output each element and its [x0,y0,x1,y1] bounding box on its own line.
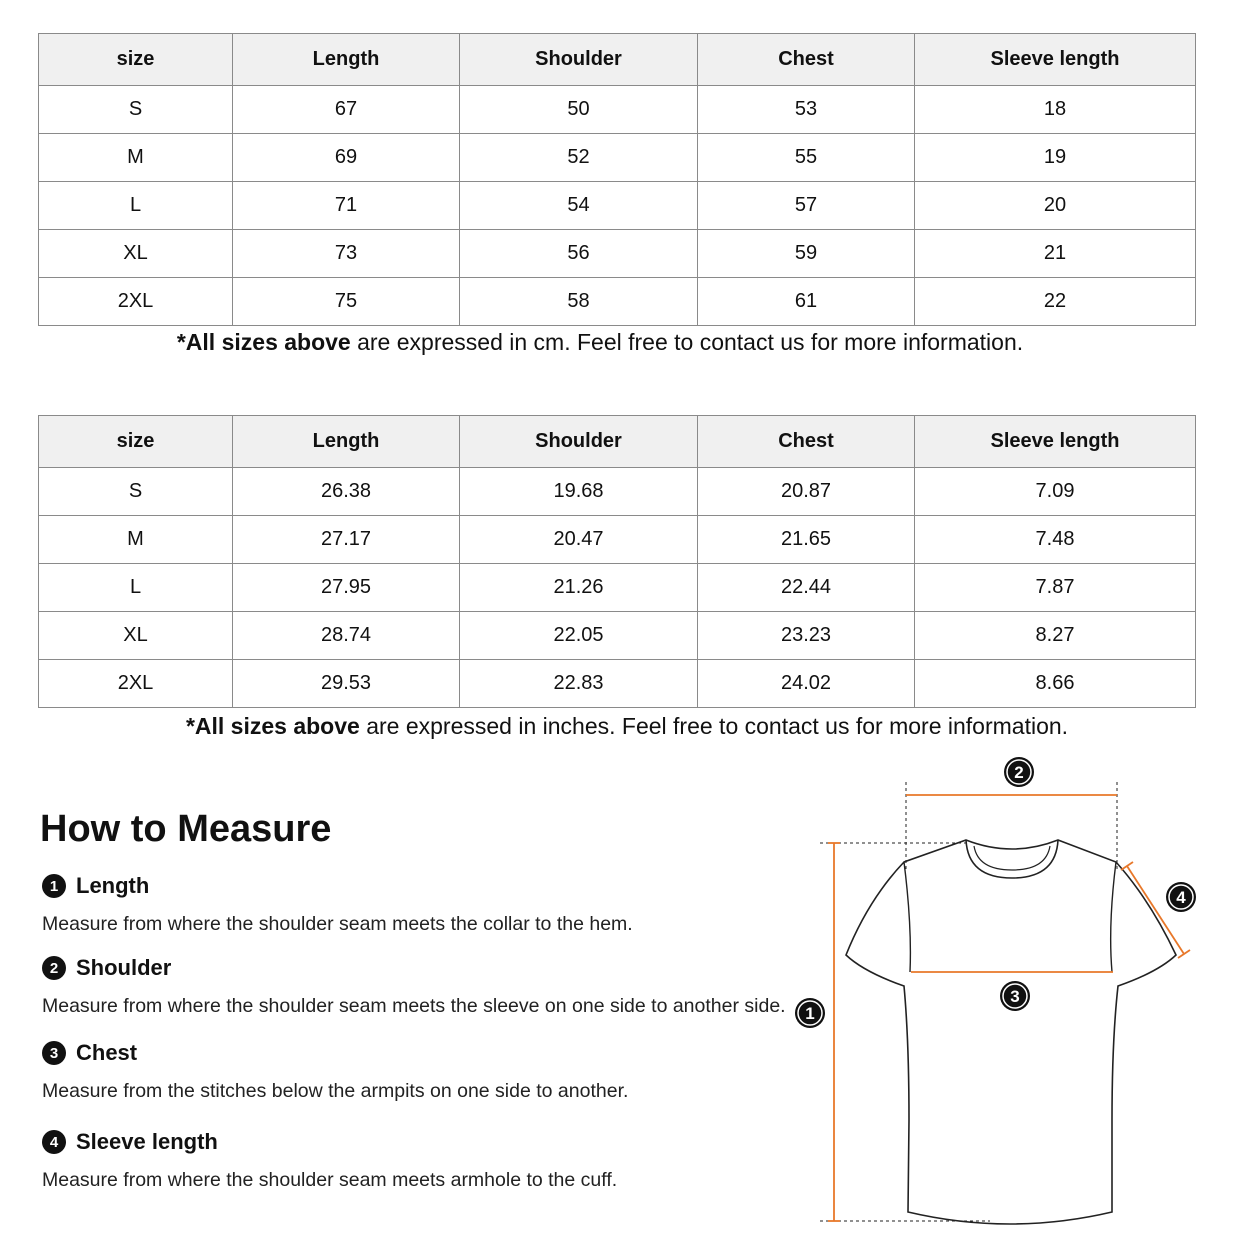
marker-4-label: 4 [1176,888,1186,907]
header-shoulder: Shoulder [460,34,698,86]
cell-size: L [39,182,233,230]
table-row [39,468,1196,516]
number-badge: 4 [42,1130,66,1154]
header-length: Length [233,34,460,86]
note-text: are expressed in cm. Feel free to contact us for more information. [350,329,1024,355]
cell-sleeve-length: 18 [915,86,1196,134]
table-row [39,564,1196,612]
cell-chest: 53 [698,86,915,134]
cell-sleeve-length: 21 [915,230,1196,278]
cell-shoulder: 22.05 [460,612,698,660]
item-description: Measure from where the shoulder seam meets armhole to the cuff. [42,1169,618,1191]
cell-length: 73 [233,230,460,278]
cell-length: 29.53 [233,660,460,708]
measure-item-chest [42,1040,628,1103]
header-chest: Chest [698,416,915,468]
item-description: Measure from where the shoulder seam meets the sleeve on one side to another side. [42,995,786,1017]
cell-shoulder: 21.26 [460,564,698,612]
table-row [39,230,1196,278]
cell-shoulder: 19.68 [460,468,698,516]
marker-3-icon [1000,981,1030,1011]
cell-size: M [39,516,233,564]
measure-item-sleeve-length [42,1129,617,1192]
cell-chest: 23.23 [698,612,915,660]
units-note-cm [0,329,1227,356]
tshirt-diagram [790,755,1210,1235]
cell-sleeve-length: 7.87 [915,564,1196,612]
cell-chest: 61 [698,278,915,326]
cell-length: 27.95 [233,564,460,612]
item-label: Sleeve length [76,1129,218,1154]
cell-sleeve-length: 7.09 [915,468,1196,516]
cell-shoulder: 54 [460,182,698,230]
number-badge: 2 [42,956,66,980]
cell-sleeve-length: 22 [915,278,1196,326]
cell-length: 26.38 [233,468,460,516]
cell-sleeve-length: 7.48 [915,516,1196,564]
units-note-inches [0,713,1254,740]
table-row [39,516,1196,564]
measure-item-shoulder [42,955,786,1018]
cell-shoulder: 22.83 [460,660,698,708]
header-length: Length [233,416,460,468]
cell-chest: 59 [698,230,915,278]
cell-length: 75 [233,278,460,326]
cell-chest: 24.02 [698,660,915,708]
table-row [39,182,1196,230]
cell-size: XL [39,612,233,660]
item-label: Chest [76,1040,138,1065]
cell-size: S [39,468,233,516]
header-sleeve-length: Sleeve length [915,34,1196,86]
header-shoulder: Shoulder [460,416,698,468]
cell-size: 2XL [39,660,233,708]
tshirt-outline-icon [846,840,1176,1224]
header-sleeve-length: Sleeve length [915,416,1196,468]
cell-length: 67 [233,86,460,134]
cell-sleeve-length: 19 [915,134,1196,182]
marker-2-icon [1004,757,1034,787]
header-chest: Chest [698,34,915,86]
cell-shoulder: 56 [460,230,698,278]
marker-1-label: 1 [805,1004,815,1023]
size-table-inches [38,415,1196,708]
cell-length: 27.17 [233,516,460,564]
note-bold: *All sizes above [176,329,351,355]
table-row [39,134,1196,182]
cell-chest: 21.65 [698,516,915,564]
measure-item-length [42,873,633,936]
how-to-measure-title: How to Measure [40,808,332,850]
item-label: Shoulder [76,955,172,980]
note-bold: *All sizes above [185,713,360,739]
header-size: size [39,34,233,86]
cell-chest: 55 [698,134,915,182]
header-size: size [39,416,233,468]
size-table-cm [38,33,1196,326]
cell-length: 71 [233,182,460,230]
marker-3-label: 3 [1010,987,1020,1006]
cell-size: XL [39,230,233,278]
marker-1-icon [795,998,825,1028]
cell-length: 69 [233,134,460,182]
cell-size: 2XL [39,278,233,326]
table-row [39,278,1196,326]
cell-size: S [39,86,233,134]
cell-length: 28.74 [233,612,460,660]
table-row [39,660,1196,708]
item-description: Measure from where the shoulder seam meets the collar to the hem. [42,913,633,935]
cell-size: M [39,134,233,182]
cell-chest: 22.44 [698,564,915,612]
item-label: Length [76,873,150,898]
table-row [39,86,1196,134]
number-badge: 1 [42,874,66,898]
marker-2-label: 2 [1014,763,1024,782]
cell-chest: 20.87 [698,468,915,516]
cell-sleeve-length: 20 [915,182,1196,230]
cell-size: L [39,564,233,612]
cell-chest: 57 [698,182,915,230]
cell-sleeve-length: 8.66 [915,660,1196,708]
table-header-row [39,34,1196,86]
cell-shoulder: 50 [460,86,698,134]
table-row [39,612,1196,660]
item-description: Measure from the stitches below the armpits on one side to another. [42,1080,629,1102]
cell-shoulder: 20.47 [460,516,698,564]
marker-4-icon [1166,882,1196,912]
note-text: are expressed in inches. Feel free to contact us for more information. [359,713,1069,739]
cell-shoulder: 52 [460,134,698,182]
cell-shoulder: 58 [460,278,698,326]
cell-sleeve-length: 8.27 [915,612,1196,660]
table-header-row [39,416,1196,468]
number-badge: 3 [42,1041,66,1065]
